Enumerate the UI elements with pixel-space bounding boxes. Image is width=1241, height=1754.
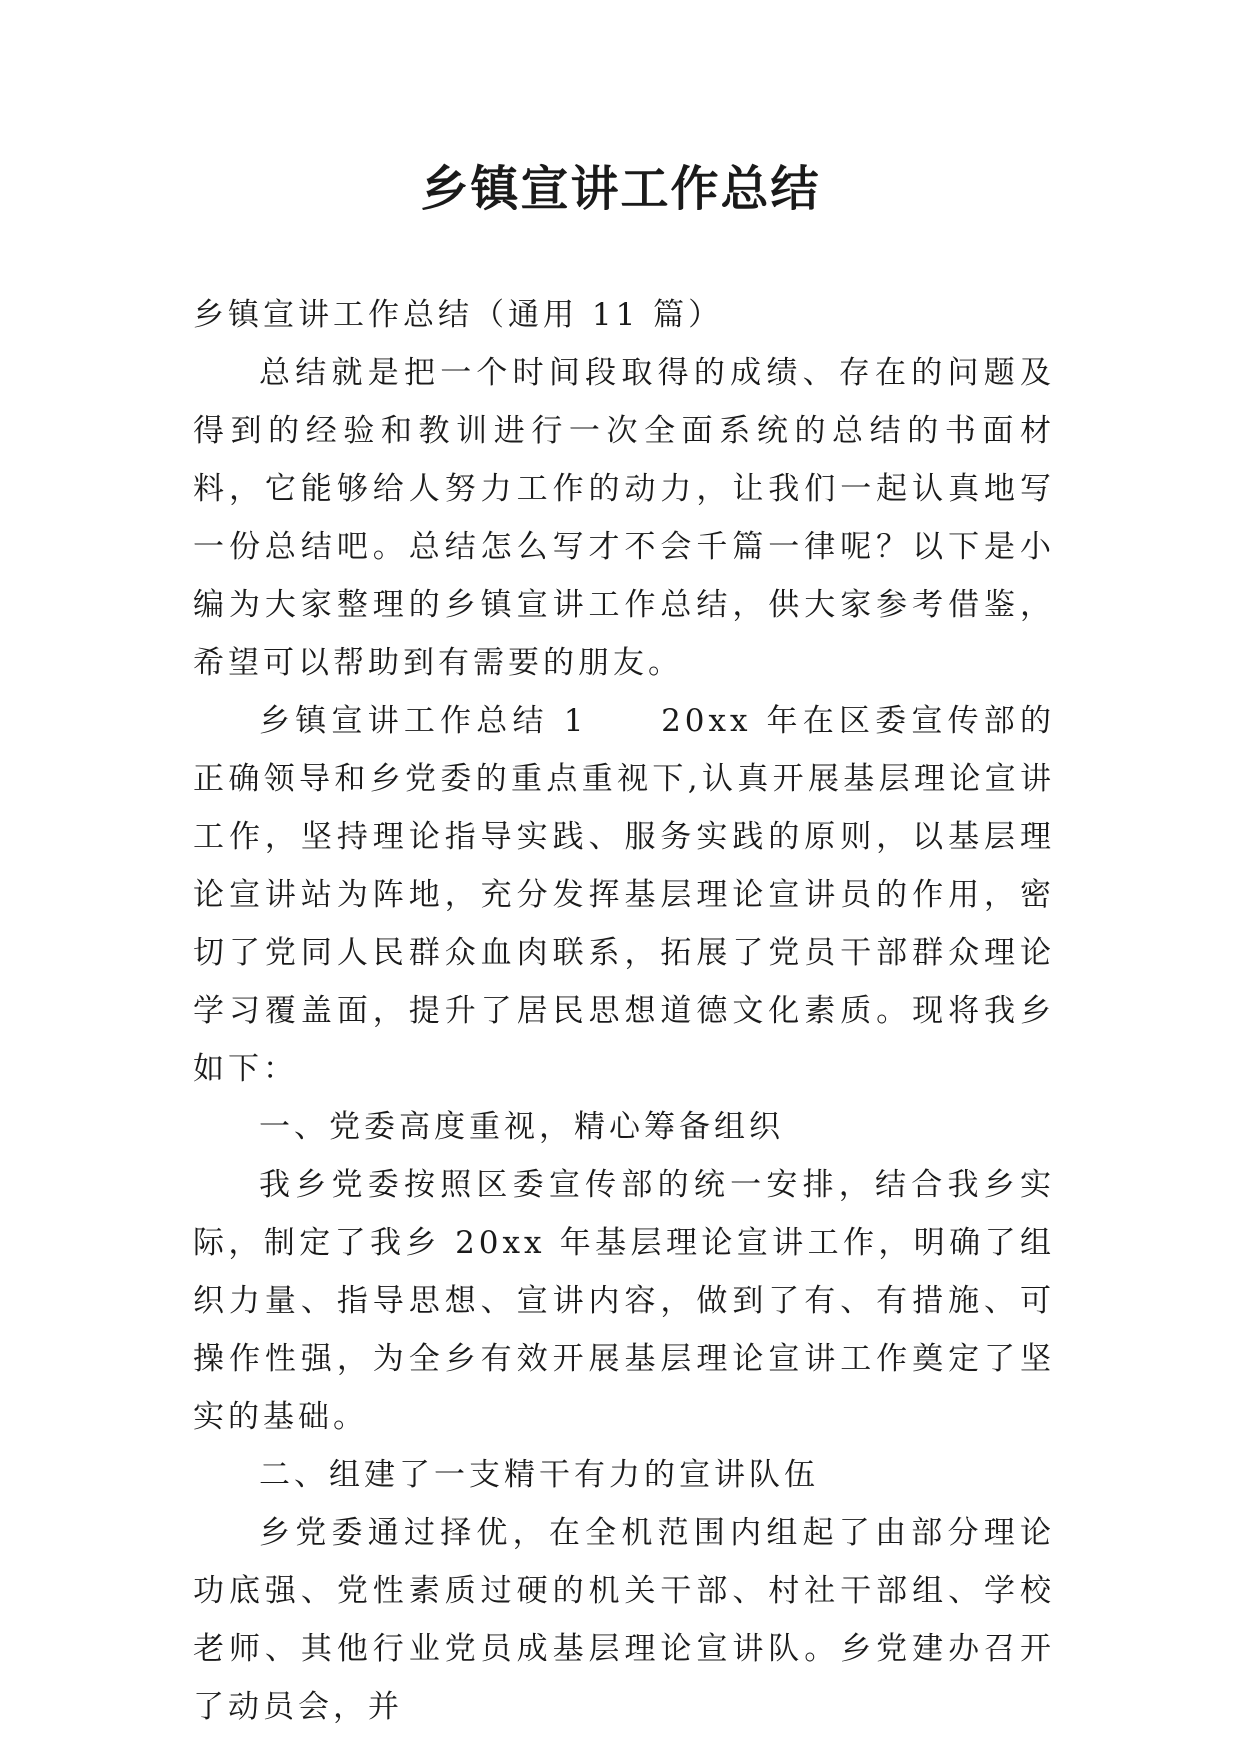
section-heading-2: 二、组建了一支精干有力的宣讲队伍 [259, 1457, 819, 1493]
document-title: 乡镇宣讲工作总结 [420, 161, 821, 217]
section-heading-1: 一、党委高度重视，精心筹备组织 [259, 1109, 784, 1145]
document-body [193, 286, 1055, 1736]
document-subtitle: 乡镇宣讲工作总结（通用 11 篇） [193, 297, 724, 333]
paragraph-section-1: 我乡党委按照区委宣传部的统一安排，结合我乡实际，制定了我乡 20xx 年基层理论宣讲工作，明确了组织力量、指导思想、宣讲内容，做到了有、有措施、可操作性强，为全乡有效开展基层理论宣讲工作奠定了坚实的基础。 [193, 1167, 1055, 1435]
paragraph-summary-1: 乡镇宣讲工作总结 1 20xx 年在区委宣传部的正确领导和乡党委的重点重视下,认真开展基层理论宣讲工作，坚持理论指导实践、服务实践的原则，以基层理论宣讲站为阵地，充分发挥基层理论宣讲员的作用，密切了党同人民群众血肉联系，拓展了党员干部群众理论学习覆盖面，提升了居民思想道德文化素质。现将我乡如下： [193, 703, 1055, 1087]
paragraph-section-2: 乡党委通过择优，在全机范围内组起了由部分理论功底强、党性素质过硬的机关干部、村社干部组、学校老师、其他行业党员成基层理论宣讲队。乡党建办召开了动员会，并 [193, 1515, 1055, 1725]
paragraph-intro: 总结就是把一个时间段取得的成绩、存在的问题及得到的经验和教训进行一次全面系统的总结的书面材料，它能够给人努力工作的动力，让我们一起认真地写一份总结吧。总结怎么写才不会千篇一律呢？以下是小编为大家整理的乡镇宣讲工作总结，供大家参考借鉴，希望可以帮助到有需要的朋友。 [193, 355, 1055, 681]
